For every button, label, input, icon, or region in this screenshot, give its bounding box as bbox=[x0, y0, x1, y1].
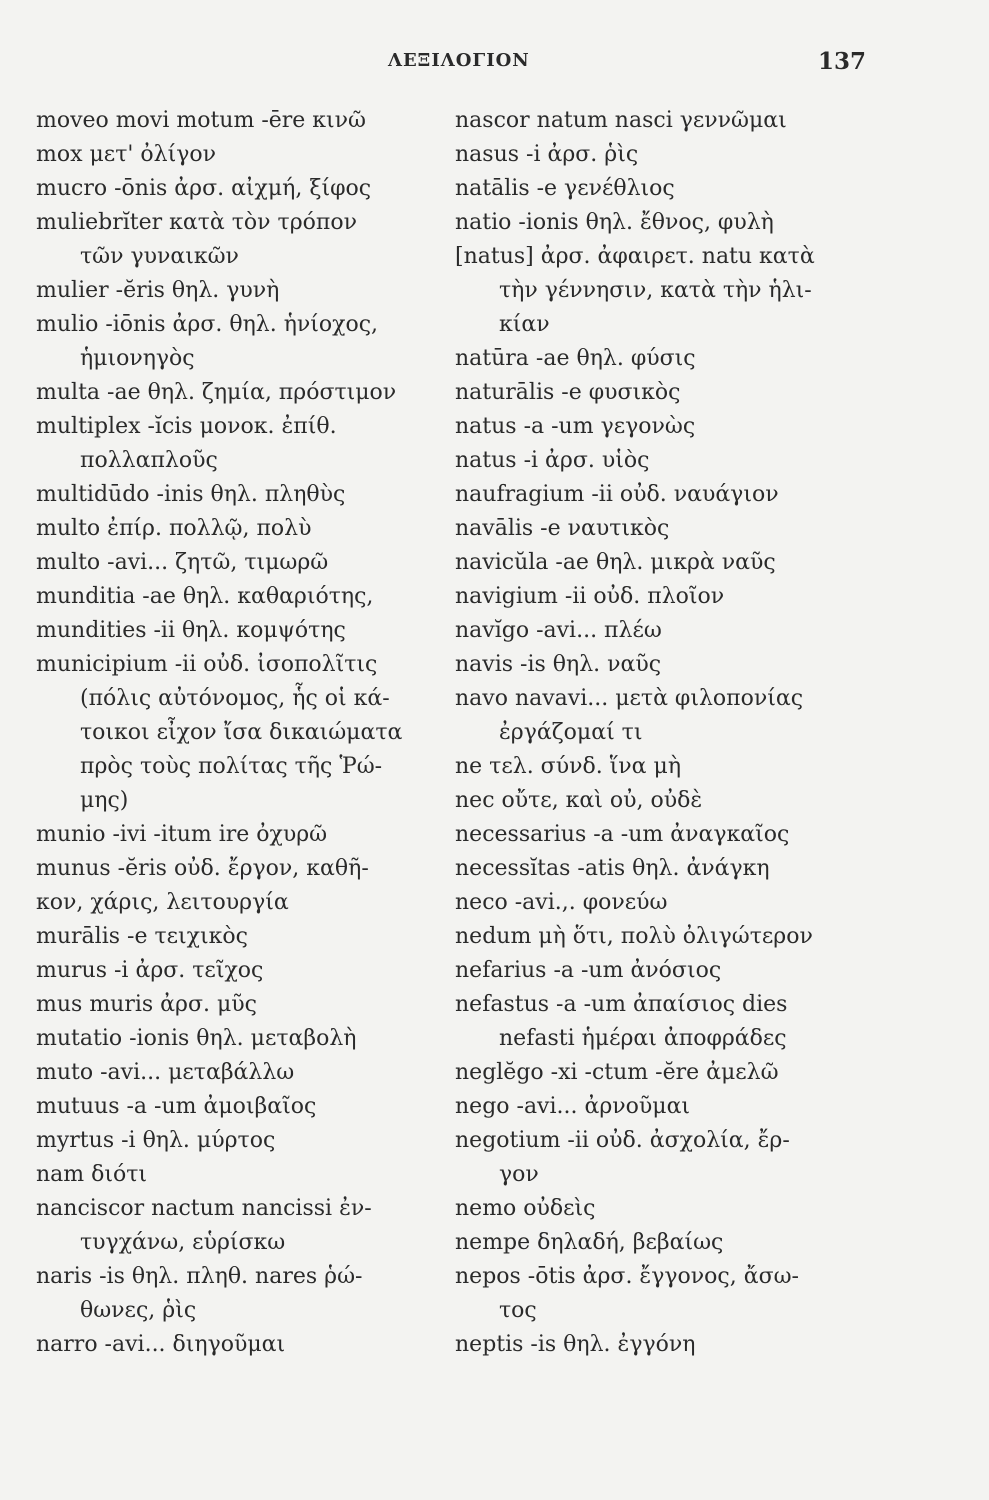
dictionary-line: multo -avi... ζητῶ, τιμωρῶ bbox=[36, 550, 329, 575]
dictionary-line: nepos -ōtis ἀρσ. ἔγγονος, ἄσω- bbox=[455, 1264, 799, 1289]
dictionary-line: navicŭla -ae θηλ. μικρὰ ναῦς bbox=[455, 550, 776, 575]
dictionary-line: navis -is θηλ. ναῦς bbox=[455, 652, 662, 677]
dictionary-line: nemo οὐδεὶς bbox=[455, 1196, 596, 1221]
dictionary-line: neco -avi.,. φονεύω bbox=[455, 890, 668, 915]
dictionary-line: μης) bbox=[80, 788, 129, 813]
dictionary-line: mutuus -a -um ἀμοιβαῖος bbox=[36, 1094, 317, 1119]
dictionary-line: natālis -e γενέθλιος bbox=[455, 176, 675, 201]
dictionary-line: θωνες, ῥὶς bbox=[80, 1298, 197, 1323]
dictionary-line: mulier -ĕris θηλ. γυνὴ bbox=[36, 278, 280, 303]
dictionary-line: munditia -ae θηλ. καθαριότης, bbox=[36, 584, 374, 609]
left-column bbox=[36, 104, 456, 1362]
dictionary-line: πολλαπλοῦς bbox=[80, 448, 218, 473]
right-column bbox=[455, 104, 875, 1362]
dictionary-line: nefasti ἡμέραι ἀποφράδες bbox=[499, 1026, 787, 1051]
dictionary-line: necessĭtas -atis θηλ. ἀνάγκη bbox=[455, 856, 770, 881]
dictionary-line: multidūdo -inis θηλ. πληθὺς bbox=[36, 482, 346, 507]
dictionary-line: nempe δηλαδή, βεβαίως bbox=[455, 1230, 724, 1255]
dictionary-line: neptis -is θηλ. ἐγγόνη bbox=[455, 1332, 696, 1357]
dictionary-line: myrtus -i θηλ. μύρτος bbox=[36, 1128, 276, 1153]
dictionary-line: muliebrĭter κατὰ τὸν τρόπον bbox=[36, 210, 357, 235]
dictionary-line: nego -avi... ἀρνοῦμαι bbox=[455, 1094, 691, 1119]
dictionary-line: κον, χάρις, λειτουργία bbox=[36, 890, 289, 915]
dictionary-line: κίαν bbox=[499, 312, 550, 337]
dictionary-line: natūra -ae θηλ. φύσις bbox=[455, 346, 696, 371]
dictionary-line: naris -is θηλ. πληθ. nares ῥώ- bbox=[36, 1264, 363, 1289]
dictionary-line: munus -ĕris οὐδ. ἔργον, καθῆ- bbox=[36, 856, 369, 881]
dictionary-line: natio -ionis θηλ. ἔθνος, φυλὴ bbox=[455, 210, 774, 235]
dictionary-line: neglĕgo -xi -ctum -ĕre ἀμελῶ bbox=[455, 1060, 779, 1085]
dictionary-line: τὴν γέννησιν, κατὰ τὴν ἡλι- bbox=[499, 278, 812, 303]
dictionary-line: τῶν γυναικῶν bbox=[80, 244, 239, 269]
dictionary-line: multa -ae θηλ. ζημία, πρόστιμον bbox=[36, 380, 397, 405]
dictionary-line: naufragium -ii οὐδ. ναυάγιον bbox=[455, 482, 779, 507]
dictionary-line: πρὸς τοὺς πολίτας τῆς Ῥώ- bbox=[80, 754, 383, 779]
dictionary-line: necessarius -a -um ἀναγκαῖος bbox=[455, 822, 790, 847]
dictionary-line: municipium -ii οὐδ. ἰσοπολῖτις bbox=[36, 652, 378, 677]
dictionary-line: navĭgo -avi... πλέω bbox=[455, 618, 662, 643]
dictionary-line: nedum μὴ ὅτι, πολὺ ὀλιγώτερον bbox=[455, 924, 813, 949]
dictionary-line: mucro -ōnis ἀρσ. αἰχμή, ξίφος bbox=[36, 176, 372, 201]
dictionary-line: moveo movi motum -ēre κινῶ bbox=[36, 108, 366, 133]
dictionary-line: nasus -i ἀρσ. ῥὶς bbox=[455, 142, 639, 167]
dictionary-line: nanciscor nactum nancissi ἐν- bbox=[36, 1196, 372, 1221]
dictionary-line: naturālis -e φυσικὸς bbox=[455, 380, 681, 405]
dictionary-line: nec οὔτε, καὶ οὐ, οὐδὲ bbox=[455, 788, 703, 813]
dictionary-line: navigium -ii οὐδ. πλοῖον bbox=[455, 584, 725, 609]
dictionary-line: ἐργάζομαί τι bbox=[499, 720, 643, 745]
running-header: ΛΕΞΙΛΟΓΙΟΝ bbox=[388, 50, 530, 71]
dictionary-line: nascor natum nasci γεννῶμαι bbox=[455, 108, 787, 133]
dictionary-line: muto -avi... μεταβάλλω bbox=[36, 1060, 295, 1085]
dictionary-line: τοικοι εἶχον ἴσα δικαιώματα bbox=[80, 720, 403, 745]
dictionary-line: navo navavi... μετὰ φιλοπονίας bbox=[455, 686, 804, 711]
dictionary-line: ἡμιονηγὸς bbox=[80, 346, 195, 371]
dictionary-line: τος bbox=[499, 1298, 537, 1323]
dictionary-line: natus -a -um γεγονὼς bbox=[455, 414, 696, 439]
dictionary-line: mox μετ' ὀλίγον bbox=[36, 142, 216, 167]
dictionary-line: nam διότι bbox=[36, 1162, 148, 1187]
dictionary-line: negotium -ii οὐδ. ἀσχολία, ἔρ- bbox=[455, 1128, 790, 1153]
page-number: 137 bbox=[818, 48, 867, 75]
dictionary-line: navālis -e ναυτικὸς bbox=[455, 516, 670, 541]
dictionary-line: nefarius -a -um ἀνόσιος bbox=[455, 958, 722, 983]
dictionary-line: τυγχάνω, εὑρίσκω bbox=[80, 1230, 286, 1255]
dictionary-line: murālis -e τειχικὸς bbox=[36, 924, 248, 949]
dictionary-line: γον bbox=[499, 1162, 539, 1187]
dictionary-line: [natus] ἀρσ. ἀφαιρετ. natu κατὰ bbox=[455, 244, 815, 269]
dictionary-line: natus -i ἀρσ. υἱὸς bbox=[455, 448, 650, 473]
dictionary-line: mutatio -ionis θηλ. μεταβολὴ bbox=[36, 1026, 357, 1051]
dictionary-line: mundities -ii θηλ. κομψότης bbox=[36, 618, 346, 643]
dictionary-line: narro -avi... διηγοῦμαι bbox=[36, 1332, 286, 1357]
dictionary-line: murus -i ἀρσ. τεῖχος bbox=[36, 958, 264, 983]
dictionary-line: multo ἐπίρ. πολλῷ, πολὺ bbox=[36, 516, 312, 541]
dictionary-line: mus muris ἀρσ. μῦς bbox=[36, 992, 257, 1017]
dictionary-line: nefastus -a -um ἀπαίσιος dies bbox=[455, 992, 788, 1017]
dictionary-line: munio -ivi -itum ire ὀχυρῶ bbox=[36, 822, 328, 847]
dictionary-line: multiplex -ĭcis μονοκ. ἐπίθ. bbox=[36, 414, 337, 439]
dictionary-line: (πόλις αὐτόνομος, ἧς οἱ κά- bbox=[80, 686, 390, 711]
dictionary-line: ne τελ. σύνδ. ἵνα μὴ bbox=[455, 754, 682, 779]
dictionary-line: mulio -iōnis ἀρσ. θηλ. ἡνίοχος, bbox=[36, 312, 379, 337]
